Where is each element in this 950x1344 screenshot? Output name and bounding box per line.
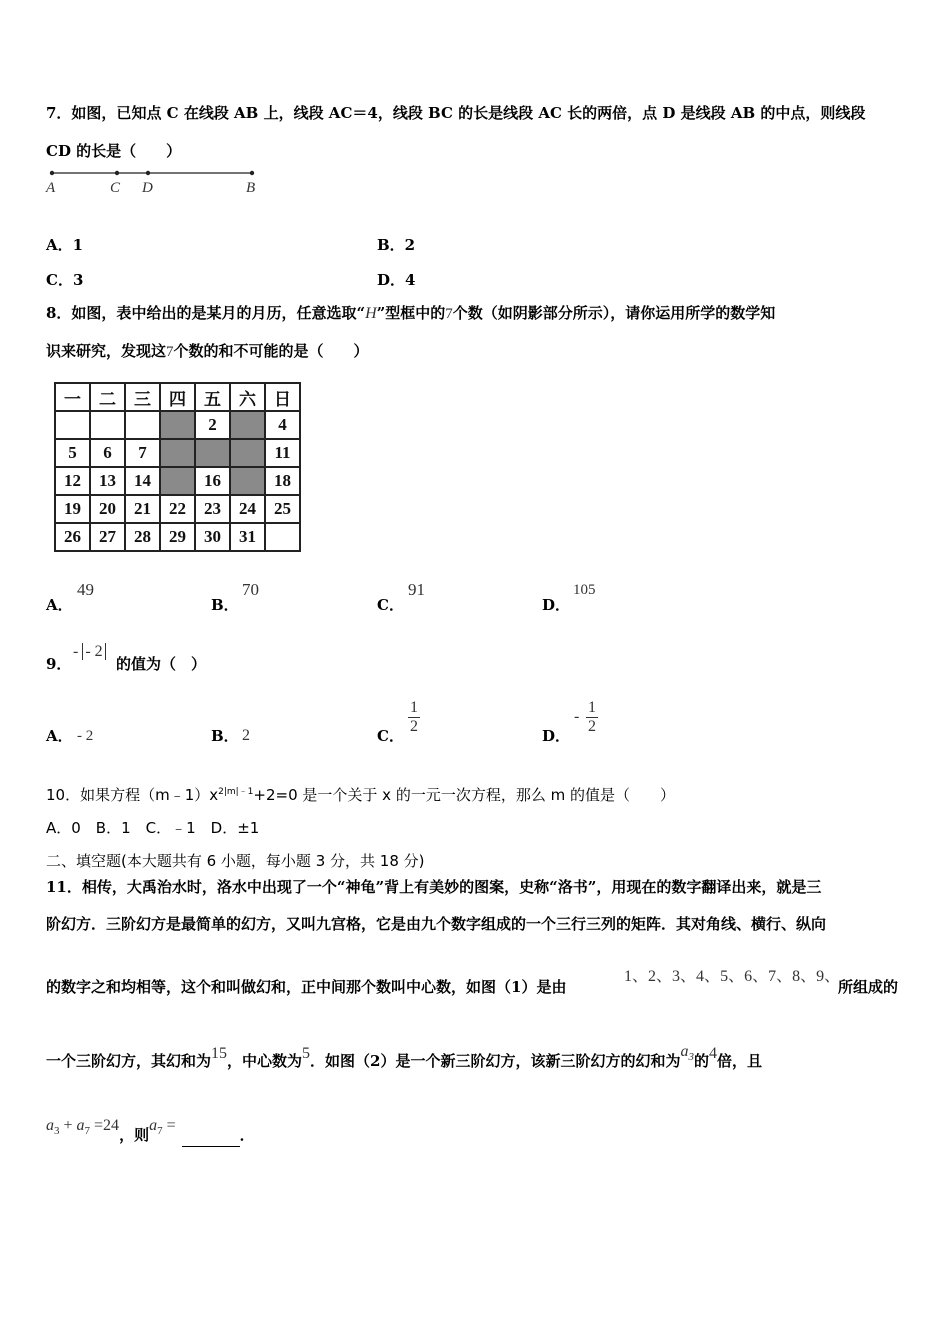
label-b: B (246, 180, 256, 196)
calendar-cell: 14 (125, 467, 160, 495)
answer-blank[interactable] (182, 1132, 240, 1147)
segment-diagram (40, 166, 270, 198)
q11-line3-end: 所组成的 (838, 978, 899, 996)
q8-option-a-label: A． (46, 596, 73, 614)
q8-option-b-value: 70 (242, 580, 259, 599)
point-a (50, 171, 54, 175)
q11-line5: $a_3 + a_7 =24$，则$a_7$ =． (46, 1114, 255, 1137)
calendar-cell: 2 (195, 411, 230, 439)
q8-line1: 8．如图，表中给出的是某月的月历，任意选取“H”型框中的7个数（如阴影部分所示），请你运用所学的数学知 (46, 304, 776, 322)
q8-option-c-value: 91 (408, 580, 425, 599)
calendar-cell: 7 (125, 439, 160, 467)
calendar-cell: 26 (55, 523, 90, 551)
q9-option-a-value: - 2 (77, 728, 94, 744)
calendar-cell: 21 (125, 495, 160, 523)
q9-text: 的值为（ ） (116, 655, 207, 673)
q8-option-d-label: D． (542, 596, 571, 614)
calendar-cell: 4 (265, 411, 300, 439)
calendar-cell: 27 (90, 523, 125, 551)
calendar-cell: 18 (265, 467, 300, 495)
calendar-header-row (55, 383, 300, 411)
calendar-header-cell: 四 (160, 383, 195, 411)
calendar-cell-shaded (160, 439, 195, 467)
point-d (146, 171, 150, 175)
calendar-row (55, 411, 300, 439)
q8-option-b-label: B． (211, 596, 239, 614)
q7-line2: CD 的长是（ ） (46, 142, 182, 160)
calendar-cell-shaded (160, 411, 195, 439)
calendar-row (55, 467, 300, 495)
calendar-cell: 16 (195, 467, 230, 495)
q11-line4: 一个三阶幻方，其幻和为15，中心数为5．如图（2）是一个新三阶幻方，该新三阶幻方的幻和为$a_3$的4倍，且 (46, 1043, 763, 1070)
label-a: A (46, 180, 56, 196)
section-heading: 二、填空题(本大题共有 6 小题，每小题 3 分，共 18 分) (46, 852, 425, 870)
calendar-cell-shaded (195, 439, 230, 467)
calendar-cell: 20 (90, 495, 125, 523)
calendar-cell: 25 (265, 495, 300, 523)
calendar-cell: 22 (160, 495, 195, 523)
q7-option-a: A．1 (46, 236, 84, 254)
q11-line2: 阶幻方．三阶幻方是最简单的幻方，又叫九宫格，它是由九个数字组成的一个三行三列的矩阵．其对角线、横行、纵向 (46, 915, 827, 933)
calendar-cell: 30 (195, 523, 230, 551)
point-c (115, 171, 119, 175)
q11-digit-list: 1、2、3、4、5、6、7、8、9、 (624, 968, 841, 985)
calendar-cell: 5 (55, 439, 90, 467)
calendar-header-cell: 三 (125, 383, 160, 411)
calendar-cell: 13 (90, 467, 125, 495)
calendar-cell (90, 411, 125, 439)
q8-option-a-value: 49 (77, 580, 94, 599)
calendar-cell (55, 411, 90, 439)
q9-option-c-fraction: 1 2 (410, 699, 418, 735)
calendar-header-cell: 日 (265, 383, 300, 411)
calendar-cell: 6 (90, 439, 125, 467)
calendar-cell-shaded (230, 467, 265, 495)
q7-line1: 7．如图，已知点 C 在线段 AB 上，线段 AC＝4，线段 BC 的长是线段 AC 长的两倍，点 D 是线段 AB 的中点，则线段 (46, 104, 866, 122)
q8-option-c-label: C． (377, 596, 404, 614)
q11-line3: 的数字之和均相等，这个和叫做幻和，正中间那个数叫中心数，如图（1）是由 (46, 978, 567, 996)
calendar-cell: 23 (195, 495, 230, 523)
calendar-cell (125, 411, 160, 439)
q9-expression: - - 2 (73, 643, 106, 661)
calendar-row (55, 439, 300, 467)
q8-line2: 识来研究，发现这7个数的和不可能的是（ ） (46, 342, 369, 360)
q9-option-b-value: 2 (242, 727, 250, 744)
q9-option-c-label: C． (377, 727, 404, 745)
calendar-cell: 11 (265, 439, 300, 467)
calendar-cell-shaded (230, 439, 265, 467)
q8-option-d-value: 105 (573, 582, 596, 598)
calendar-cell: 19 (55, 495, 90, 523)
q7-option-b: B．2 (377, 236, 416, 254)
q11-line1: 11．相传，大禹治水时，洛水中出现了一个“神龟”背上有美妙的图案，史称“洛书”，用现在的数字翻译出来，就是三 (46, 878, 822, 896)
q7-option-c: C．3 (46, 271, 84, 289)
q9-option-d-label: D． (542, 727, 571, 745)
calendar-cell: 31 (230, 523, 265, 551)
q9-option-a-label: A． (46, 727, 73, 745)
calendar-cell (265, 523, 300, 551)
calendar-header-cell: 二 (90, 383, 125, 411)
calendar-row (55, 495, 300, 523)
calendar-header-cell: 六 (230, 383, 265, 411)
calendar-header-cell: 五 (195, 383, 230, 411)
point-b (250, 171, 254, 175)
calendar-cell: 29 (160, 523, 195, 551)
q10-options: A．0 B．1 C．﹣1 D．±1 (46, 819, 260, 837)
q9-option-b-label: B． (211, 727, 239, 745)
calendar-cell-shaded (230, 411, 265, 439)
label-d: D (142, 180, 153, 196)
calendar-cell-shaded (160, 467, 195, 495)
calendar-cell: 28 (125, 523, 160, 551)
q9-option-d-fraction: 1 2 (588, 699, 596, 735)
q10-line: 10．如果方程$(m﹣1)x^{2|m|﹣1}+2=0$ 是一个关于 x 的一元一次方程，那么 m 的值是（ ） (46, 786, 675, 804)
q9-number: 9． (46, 655, 72, 673)
label-c: C (110, 180, 121, 196)
calendar-header-cell: 一 (55, 383, 90, 411)
calendar-cell: 24 (230, 495, 265, 523)
q7-option-d: D．4 (377, 271, 416, 289)
calendar-row (55, 523, 300, 551)
calendar-table (54, 382, 301, 552)
calendar-cell: 12 (55, 467, 90, 495)
q9-option-d-sign: - (574, 708, 580, 725)
